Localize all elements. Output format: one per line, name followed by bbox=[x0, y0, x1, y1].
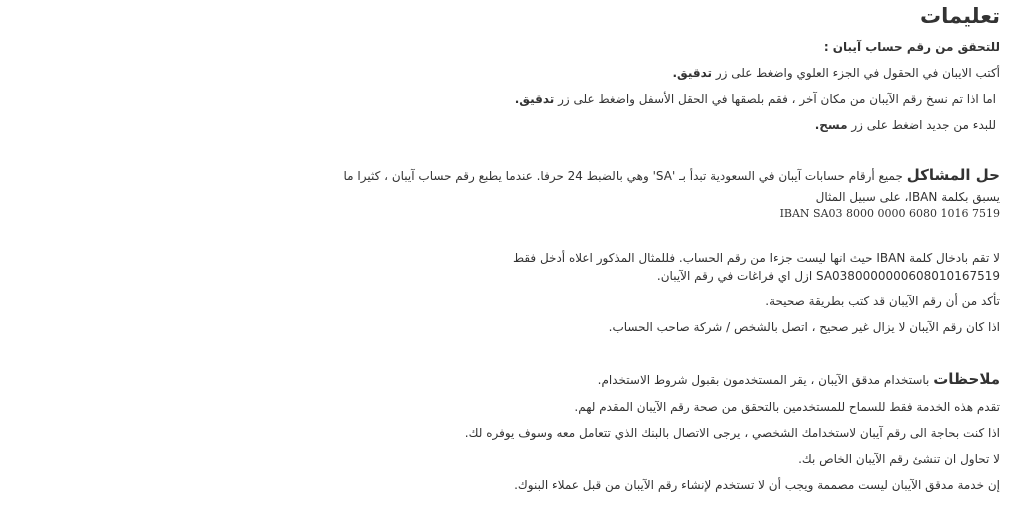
howto-step-1-text: أكتب الايبان في الحقول في الجزء العلوي واضغط على زر bbox=[712, 66, 1000, 80]
notes-label: ملاحظات bbox=[933, 370, 1000, 388]
howto-step-3-text: للبدء من جديد اضغط على زر bbox=[847, 118, 996, 132]
howto-heading: للتحقق من رقم حساب آيبان : bbox=[823, 40, 1000, 54]
howto-step-3-button-name: مسح. bbox=[814, 118, 848, 132]
notes-line-1 bbox=[598, 372, 1000, 388]
notes-line-5: إن خدمة مدقق الآيبان ليست مصممة ويجب أن لا تستخدم لإنشاء رقم الآيبان من قبل عملاء البنوك. bbox=[514, 478, 1000, 492]
howto-step-2-text: اما اذا تم نسخ رقم الآيبان من مكان آخر ، فقم بلصقها في الحقل الأسفل واضغط على زر bbox=[554, 92, 996, 106]
notes-line-1-text: باستخدام مدقق الآيبان ، يقر المستخدمون بقبول شروط الاستخدام. bbox=[597, 373, 934, 387]
howto-step-2 bbox=[515, 92, 996, 107]
problems-tip-1-line-1: لا تقم بادخال كلمة IBAN حيث انها ليست جزءا من رقم الحساب. فللمثال المذكور اعلاه أدخل فقط bbox=[512, 251, 1000, 265]
howto-step-1 bbox=[672, 66, 1000, 81]
notes-line-3: اذا كنت بحاجة الى رقم آيبان لاستخدامك الشخصي ، يرجى الاتصال بالبنك الذي تتعامل معه وسوف يوفره لك. bbox=[464, 426, 1000, 440]
notes-line-2: تقدم هذه الخدمة فقط للسماح للمستخدمين بالتحقق من صحة رقم الآيبان المقدم لهم. bbox=[574, 400, 1000, 414]
problems-tip-1-line-2: SA0380000000608010167519 ازل اي فراغات في رقم الآيبان. bbox=[656, 269, 1000, 283]
problems-intro-text: جميع أرقام حسابات آيبان في السعودية تبدأ بـ 'SA' وهي بالضبط 24 حرفا. عندما يطبع رقم حساب آيبان ، كثيرا ما bbox=[343, 169, 907, 183]
howto-step-2-button-name: تدقيق. bbox=[514, 92, 555, 106]
problems-label: حل المشاكل bbox=[906, 166, 1000, 184]
notes-line-4: لا تحاول ان تنشئ رقم الآيبان الخاص بك. bbox=[798, 452, 1000, 466]
problems-tip-3: اذا كان رقم الآيبان لا يزال غير صحيح ، اتصل بالشخص / شركة صاحب الحساب. bbox=[608, 320, 1000, 334]
howto-step-3 bbox=[815, 118, 996, 133]
page-title: تعليمات bbox=[920, 4, 1000, 28]
problems-intro-line-2: يسبق بكلمة IBAN، على سبيل المثال bbox=[815, 190, 1000, 204]
iban-example: IBAN SA03 8000 0000 6080 1016 7519 bbox=[779, 207, 1000, 220]
problems-intro bbox=[344, 168, 1000, 184]
howto-step-1-button-name: تدقيق. bbox=[672, 66, 713, 80]
problems-tip-2: تأكد من أن رقم الآيبان قد كتب بطريقة صحيحة. bbox=[765, 294, 1000, 308]
